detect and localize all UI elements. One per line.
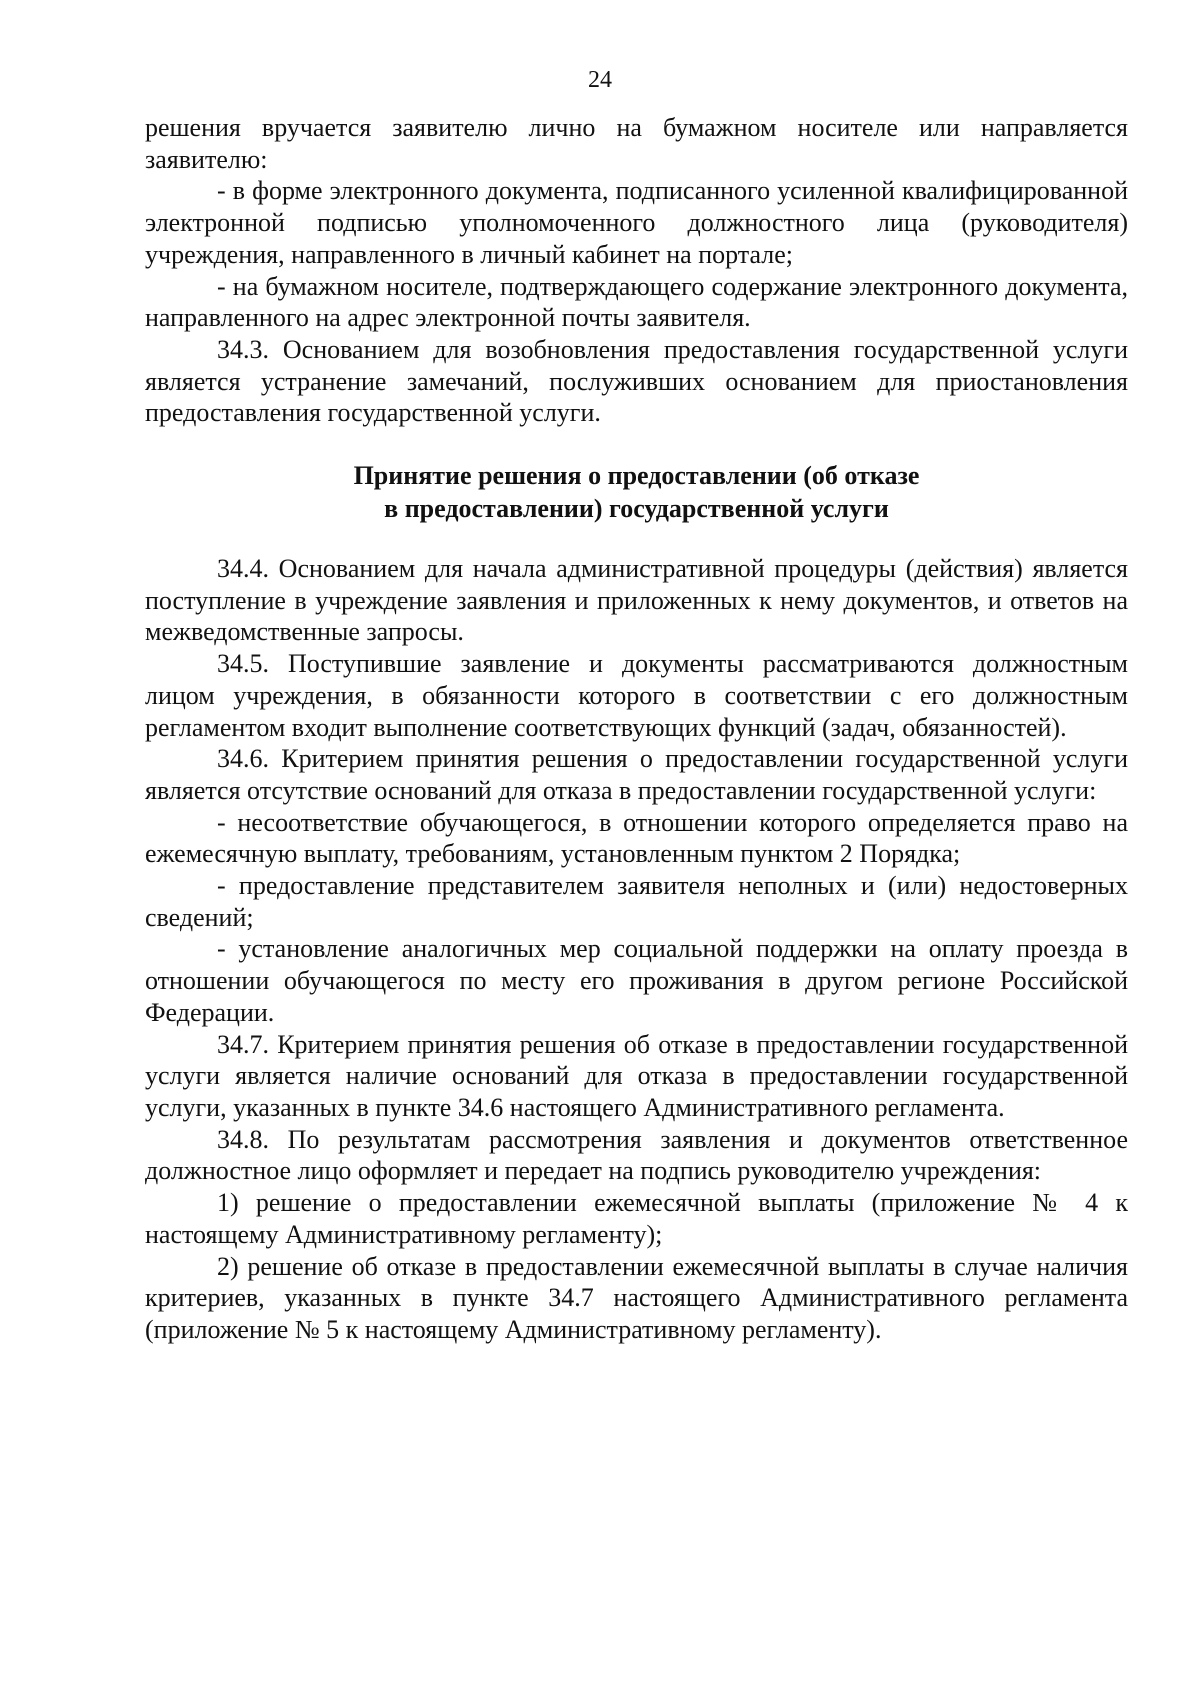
page-number: 24 (588, 67, 612, 93)
paragraph-34-5: 34.5. Поступившие заявление и документы рассматриваются должностным лицом учреждения, в обязанности которого в соответствии с его должностным регламентом входит выполнение соответствующих функций (задач, обязанностей). (145, 649, 1128, 742)
section-heading (145, 459, 1128, 525)
section-heading-line-1: Принятие решения о предоставлении (об отказе (353, 461, 920, 491)
section-heading-line-2: в предоставлении) государственной услуги (384, 494, 889, 524)
paragraph-34-8: 34.8. По результатам рассмотрения заявления и документов ответственное должностное лицо оформляет и передает на подпись руководителю учреждения: (145, 1124, 1128, 1186)
paragraph-34-3: 34.3. Основанием для возобновления предоставления государственной услуги является устранение замечаний, послуживших основанием для приостановления предоставления государственной услуги. (145, 334, 1128, 428)
list-item-noncompliance: - несоответствие обучающегося, в отношении которого определяется право на ежемесячную выплату, требованиям, установленным пунктом 2 Порядка; (145, 807, 1128, 869)
list-item-similar-support: - установление аналогичных мер социальной поддержки на оплату проезда в отношении обучающегося по месту его проживания в другом регионе Российской Федерации. (145, 934, 1128, 1027)
list-item-paper-form: - на бумажном носителе, подтверждающего содержание электронного документа, направленного на адрес электронной почты заявителя. (145, 271, 1128, 333)
paragraph-decision-delivery: решения вручается заявителю лично на бумажном носителе или направляется заявителю: (145, 113, 1128, 174)
list-item-decision-refusal: 2) решение об отказе в предоставлении ежемесячной выплаты в случае наличия критериев, указанных в пункте 34.7 настоящего Административного регламента (приложение № 5 к настоящему Административному регламенту). (145, 1251, 1128, 1344)
paragraph-34-7: 34.7. Критерием принятия решения об отказе в предоставлении государственной услуги является наличие оснований для отказа в предоставлении государственной услуги, указанных в пункте 34.6 настоящего Административного регламента. (145, 1029, 1128, 1122)
document-body (145, 112, 1128, 1346)
list-item-decision-grant: 1) решение о предоставлении ежемесячной выплаты (приложение № 4 к настоящему Административному регламенту); (145, 1188, 1128, 1249)
paragraph-34-6: 34.6. Критерием принятия решения о предоставлении государственной услуги является отсутствие оснований для отказа в предоставлении государственной услуги: (145, 744, 1128, 805)
list-item-incomplete-info: - предоставление представителем заявителя неполных и (или) недостоверных сведений; (145, 871, 1128, 932)
list-item-electronic-form: - в форме электронного документа, подписанного усиленной квалифицированной электронной подписью уполномоченного должностного лица (руководителя) учреждения, направленного в личный кабинет на портале; (145, 176, 1128, 269)
paragraph-34-4: 34.4. Основанием для начала административной процедуры (действия) является поступление в учреждение заявления и приложенных к нему документов, и ответов на межведомственные запросы. (145, 554, 1128, 647)
